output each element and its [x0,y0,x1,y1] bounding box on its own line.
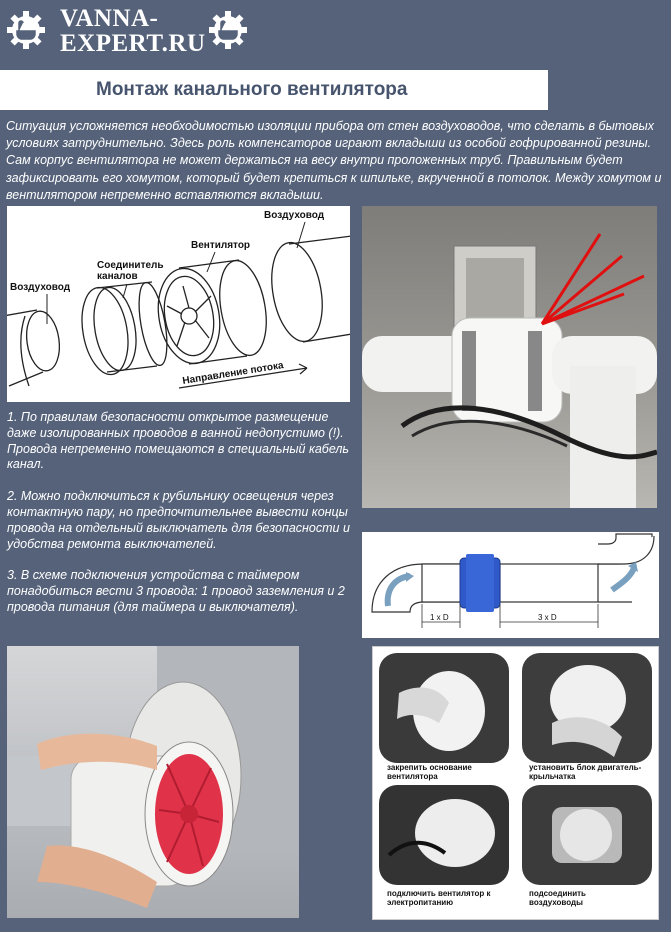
installed-fan-photo [362,206,657,508]
notes-list [7,410,357,632]
label-flow-direction: Направление потока [181,360,285,387]
step-4-caption: подсоединить воздуховоды [529,889,586,907]
note-item: 1. По правилам безопасности открытое размещение даже изолированных проводов в ванной недопустимо (!). Провода непременно помещаются в специальный кабель канал. [7,410,349,472]
brand-logo[interactable] [60,6,206,56]
dim-right: 3 x D [538,613,557,622]
pipe-scheme-diagram [362,532,659,638]
exploded-diagram [7,206,350,402]
label-connector: Соединитель каналов [97,260,164,282]
label-duct-left: Воздуховод [10,282,71,293]
gear-bath-logo-icon [6,10,46,50]
step-4-photo [522,785,652,885]
note-item: 2. Можно подключиться к рубильнику освещения через контактную пару, но предпочтительнее вывести концы провода на отдельный выключатель для безопасности и удобства ремонта выключателей. [7,489,350,551]
exploded-diagram-drawing [7,206,350,402]
steps-panel [372,646,659,920]
step-3-caption: подключить вентилятор к электропитанию [387,889,491,907]
note-item: 3. В схеме подключения устройства с таймером понадобиться вести 3 провода: 1 провод заземления и 2 провода питания (для таймера и выключателя). [7,568,345,614]
label-duct-right: Воздуховод [264,210,325,221]
step-1-photo [379,653,509,763]
intro-text: Ситуация усложняется необходимостью изоляции прибора от стен воздуховодов, что сделать в бытовых условиях затруднительно. Здесь роль компенсаторов играют вкладыши из особой гофрированной резины. Сам корпус вентилятора не может держаться на весу внутри проложенных труб. Правильным будет зафиксировать его хомутом, который будет крепиться к шпильке, вкрученной в потолок. Между хомутом и вентилятором непременно вставляются вкладыши. [6,119,662,202]
label-fan: Вентилятор [191,240,251,251]
page-title: Монтаж канального вентилятора [96,79,408,100]
title-bar [0,70,548,110]
dim-left: 1 x D [430,613,449,622]
gear-bath-logo-icon-right [208,10,248,50]
brand-line2: EXPERT.RU [60,30,206,57]
step-2-caption: установить блок двигатель-крыльчатка [529,763,642,781]
fan-in-hands-photo [7,646,299,918]
brand-line1: VANNA- [60,5,159,32]
step-1-caption: закрепить основание вентилятора [387,763,472,781]
step-2-photo [522,653,652,763]
fan-in-hands-drawing [7,646,299,918]
pipe-scheme-drawing [362,532,659,638]
step-3-photo [379,785,509,885]
installed-fan-drawing [362,206,657,508]
